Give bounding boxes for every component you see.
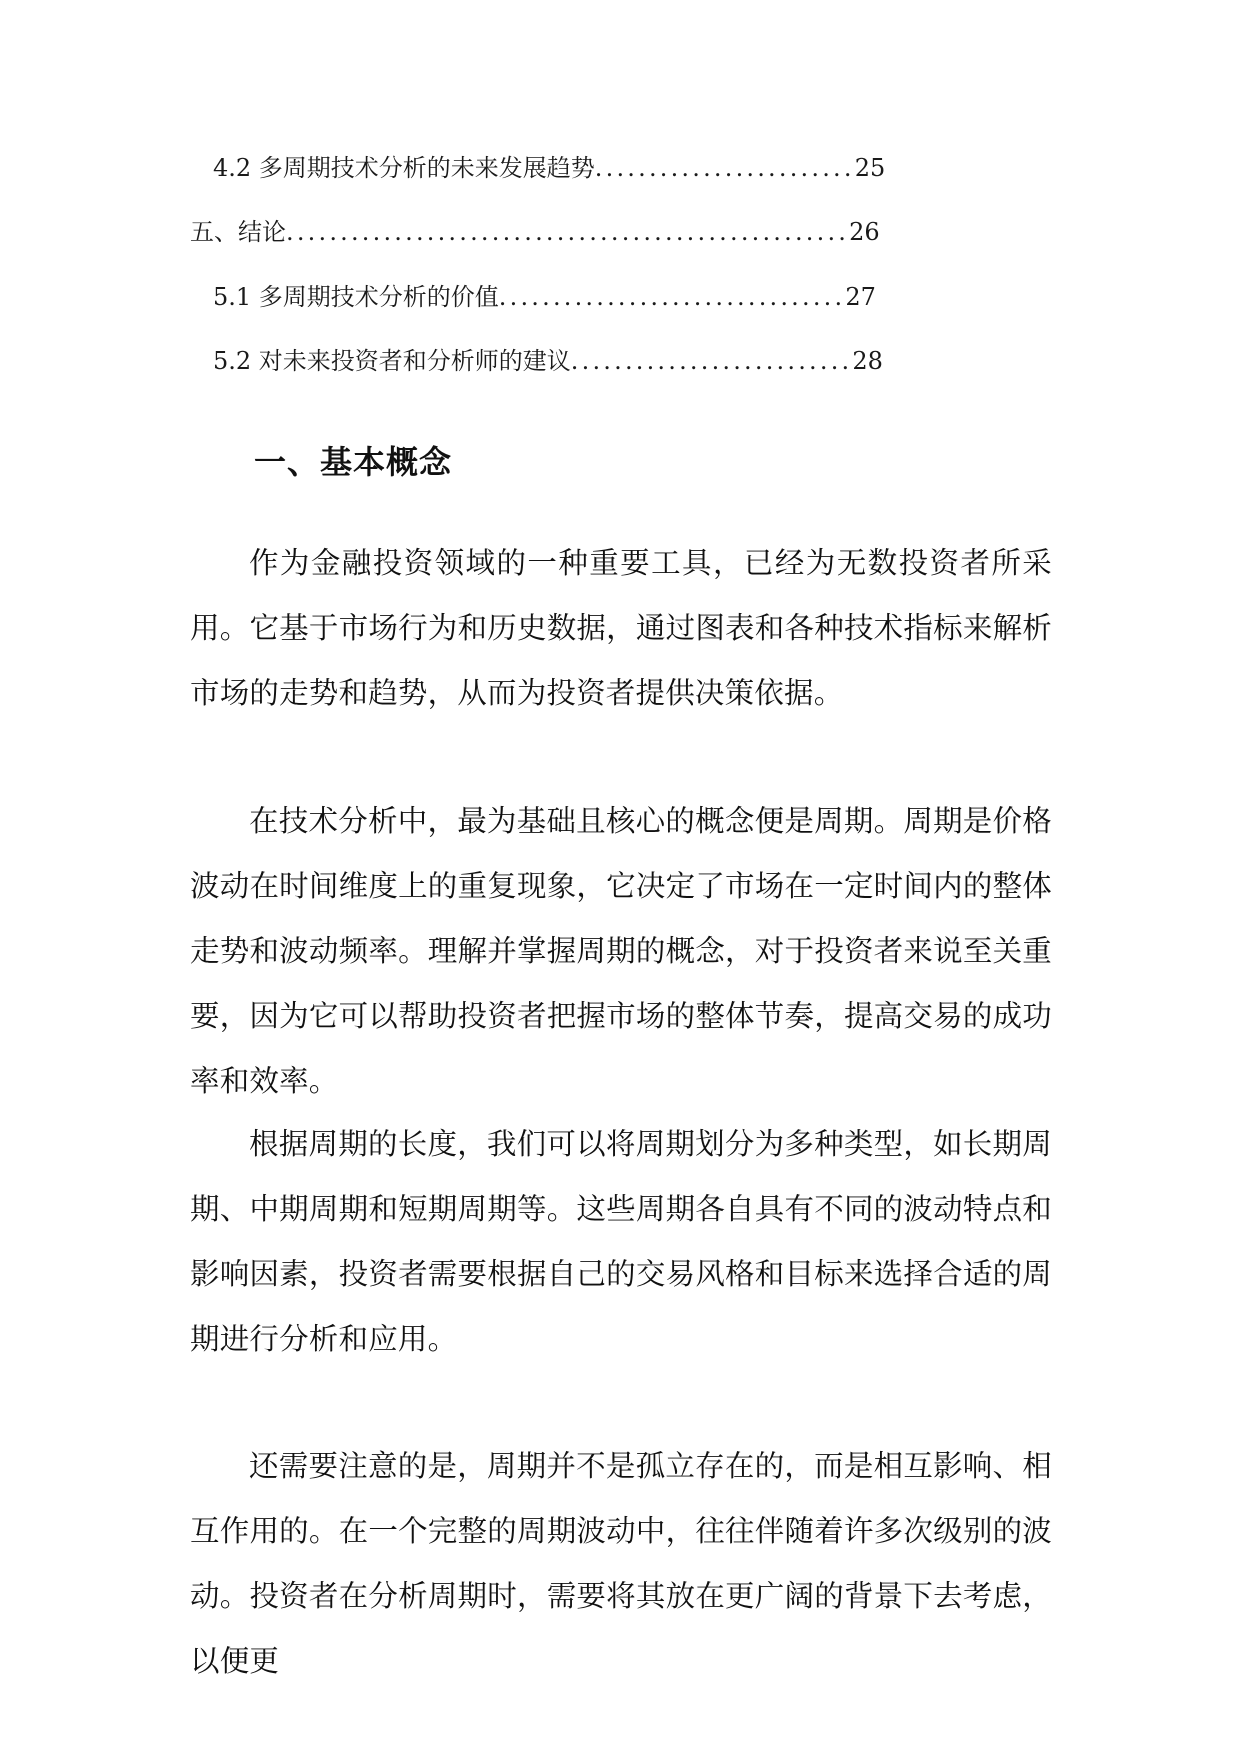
toc-entry-title: 4.2 多周期技术分析的未来发展趋势 <box>213 154 595 182</box>
toc-page-number: 27 <box>845 283 876 311</box>
toc-page-number: 25 <box>854 154 886 182</box>
toc-entry-title: 5.1 多周期技术分析的价值 <box>213 283 499 311</box>
body-paragraph: 作为金融投资领域的一种重要工具，已经为无数投资者所采用。它基于市场行为和历史数据，通过图表和各种技术指标来解析市场的走势和趋势，从而为投资者提供决策依据。 <box>190 546 1052 710</box>
toc-leader-dots: .................................................... <box>286 218 850 246</box>
toc-entry-title: 五、结论 <box>190 218 286 246</box>
toc-entry[interactable] <box>213 152 885 184</box>
toc-page-number: 26 <box>849 218 880 246</box>
toc-leader-dots: ................................ <box>498 283 846 311</box>
toc-entry[interactable] <box>213 345 883 377</box>
body-paragraph: 还需要注意的是，周期并不是孤立存在的，而是相互影响、相互作用的。在一个完整的周期波动中，往往伴随着许多次级别的波动。投资者在分析周期时，需要将其放在更广阔的背景下去考虑，以便更 <box>190 1449 1052 1678</box>
toc-leader-dots: ........................ <box>594 154 855 182</box>
body-paragraph: 根据周期的长度，我们可以将周期划分为多种类型，如长期周期、中期周期和短期周期等。这些周期各自具有不同的波动特点和影响因素，投资者需要根据自己的交易风格和目标来选择合适的周期进行分析和应用。 <box>190 1127 1052 1356</box>
toc-entry[interactable] <box>213 281 876 313</box>
section-heading: 一、基本概念 <box>254 443 453 481</box>
toc-entry[interactable] <box>190 216 880 248</box>
body-paragraph: 在技术分析中，最为基础且核心的概念便是周期。周期是价格波动在时间维度上的重复现象，它决定了市场在一定时间内的整体走势和波动频率。理解并掌握周期的概念，对于投资者来说至关重要，因为它可以帮助投资者把握市场的整体节奏，提高交易的成功率和效率。 <box>190 804 1052 1098</box>
toc-page-number: 28 <box>852 347 883 375</box>
toc-leader-dots: .......................... <box>570 347 853 375</box>
toc-entry-title: 5.2 对未来投资者和分析师的建议 <box>213 347 571 375</box>
